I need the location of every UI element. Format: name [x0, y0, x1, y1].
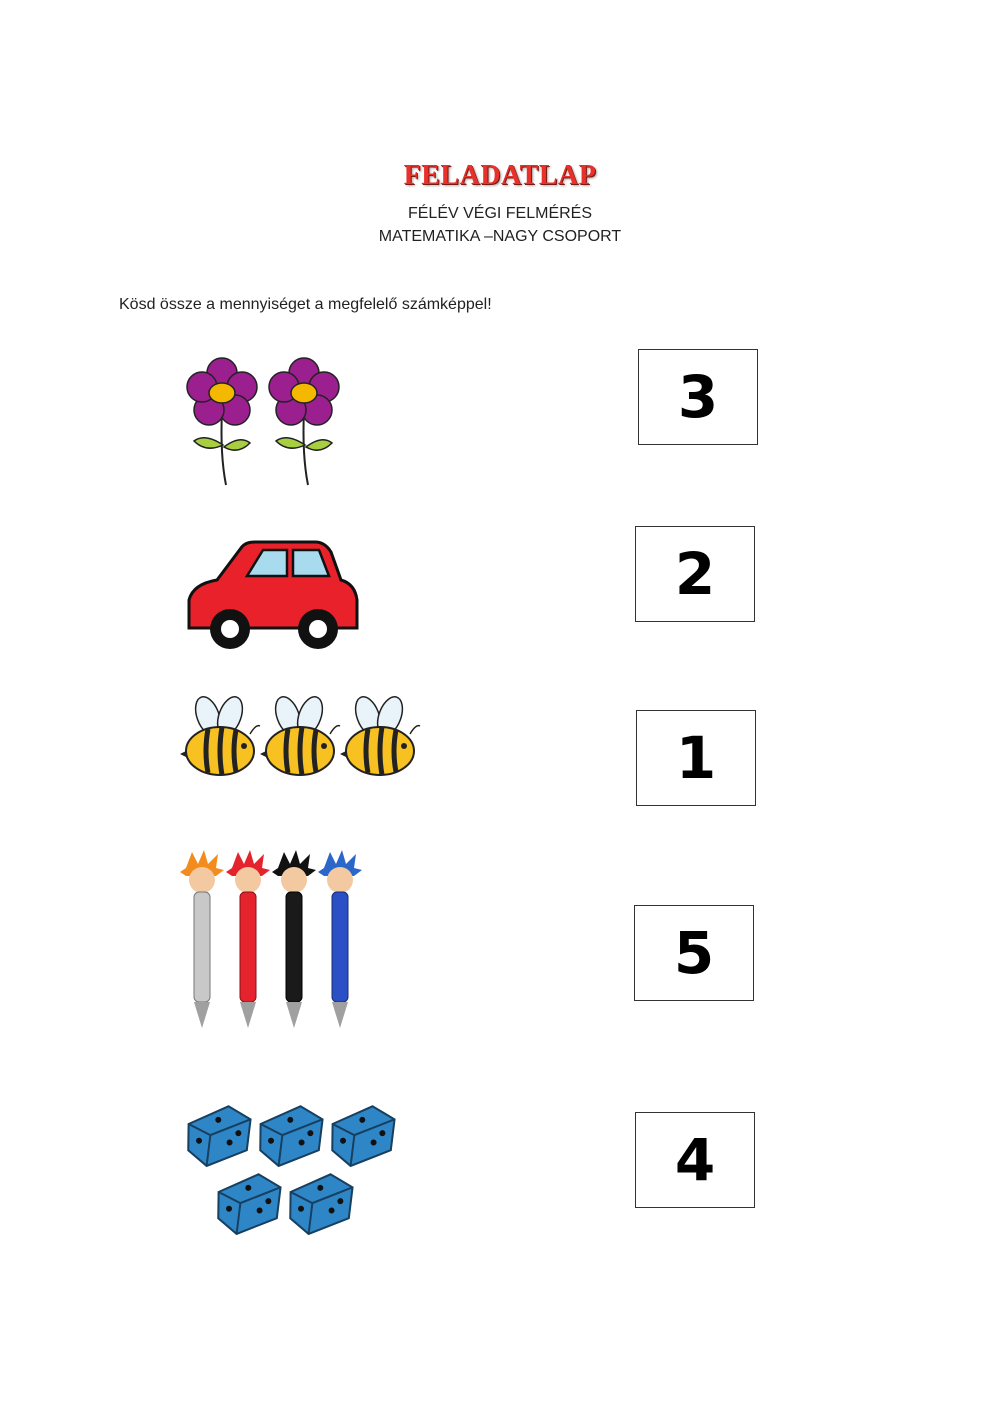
number-box-2[interactable]: 2 — [635, 526, 755, 622]
task-instruction: Kösd össze a mennyiséget a megfelelő számképpel! — [119, 296, 492, 313]
dice-icon — [183, 1104, 256, 1169]
dice-icon — [213, 1172, 286, 1237]
bee-icon — [340, 694, 420, 775]
car-group[interactable] — [183, 538, 363, 653]
bee-icon — [180, 694, 260, 775]
dice-group[interactable] — [180, 1102, 405, 1237]
number-box-1[interactable]: 1 — [636, 710, 756, 806]
number-box-5[interactable]: 5 — [634, 905, 754, 1001]
dice-icon — [255, 1104, 328, 1169]
page-subtitle: FÉLÉV VÉGI FELMÉRÉS — [407, 205, 593, 222]
number-box-3[interactable]: 3 — [638, 349, 758, 445]
bees-group[interactable] — [180, 694, 425, 784]
flower-icon — [187, 358, 257, 485]
page-title: FELADATLAP — [403, 160, 597, 191]
dice-icon — [285, 1172, 358, 1237]
car-icon — [189, 542, 357, 649]
dice-icon — [327, 1104, 400, 1169]
pens-group[interactable] — [178, 850, 363, 1035]
page-subtitle-subject: MATEMATIKA –NAGY CSOPORT — [378, 228, 622, 245]
pen-icon — [180, 850, 224, 1028]
pen-icon — [272, 850, 316, 1028]
number-box-4[interactable]: 4 — [635, 1112, 755, 1208]
bee-icon — [260, 694, 340, 775]
pen-icon — [318, 850, 362, 1028]
pen-icon — [226, 850, 270, 1028]
flower-icon — [269, 358, 339, 485]
flowers-group[interactable] — [180, 355, 350, 490]
